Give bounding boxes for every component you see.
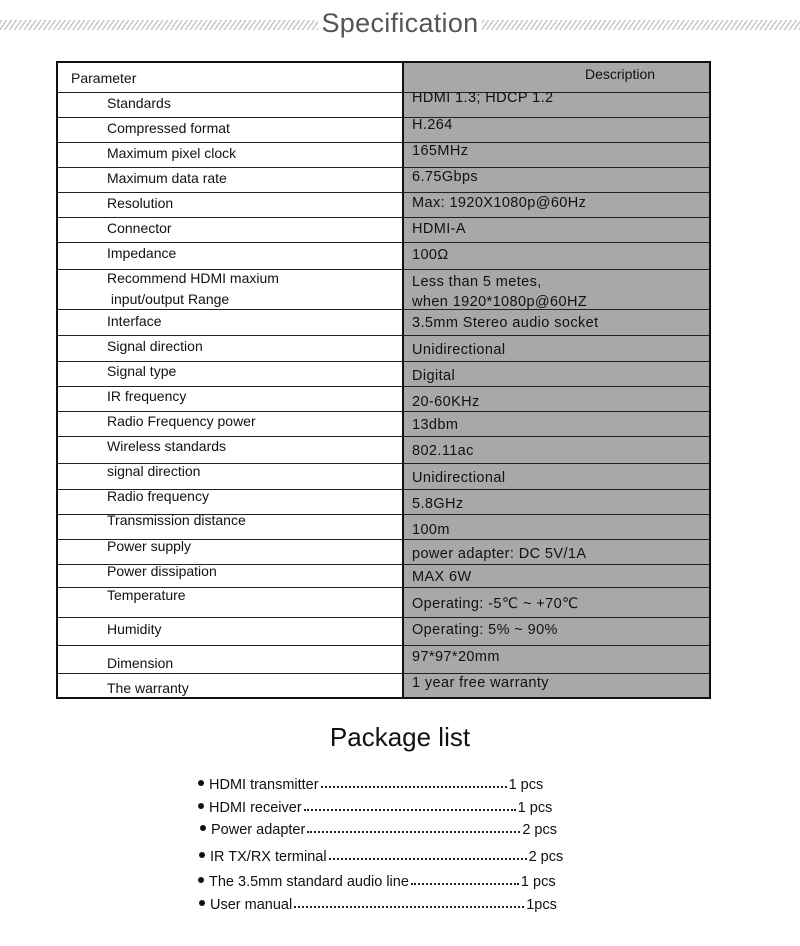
dot-leader: [304, 807, 516, 811]
package-item: [199, 849, 563, 865]
header-hatch-right: [482, 20, 800, 30]
package-item-qty: 1 pcs: [517, 800, 553, 816]
param-cell: Signal direction: [107, 338, 203, 354]
param-cell: Transmission distance: [107, 512, 246, 528]
desc-cell: 6.75Gbps: [412, 169, 479, 185]
desc-cell: 165MHz: [412, 143, 469, 159]
row-divider: [58, 645, 709, 646]
desc-cell: Max: 1920X1080p@60Hz: [412, 195, 587, 211]
param-cell: Compressed format: [107, 120, 230, 136]
header-parameter: Parameter: [71, 70, 137, 86]
page-title: Specification: [321, 8, 479, 38]
desc-cell: Less than 5 metes,: [412, 274, 542, 290]
package-item-qty: 2 pcs: [522, 822, 557, 838]
column-divider: [402, 63, 404, 697]
desc-cell: 100m: [412, 522, 450, 538]
param-cell: Recommend HDMI maxium: [107, 270, 279, 286]
desc-cell: 3.5mm Stereo audio socket: [412, 315, 599, 331]
dot-leader: [294, 904, 524, 908]
desc-cell: 97*97*20mm: [412, 649, 500, 665]
param-cell: Power dissipation: [107, 563, 217, 579]
param-cell-line2: input/output Range: [107, 291, 230, 307]
param-cell: Resolution: [107, 195, 174, 211]
header-hatch-left: [0, 20, 318, 30]
param-cell: Wireless standards: [107, 438, 227, 454]
package-item-name: The 3.5mm standard audio line: [209, 874, 409, 890]
param-cell: The warranty: [107, 680, 189, 696]
package-item-name: IR TX/RX terminal: [210, 849, 327, 865]
param-cell: Humidity: [107, 621, 162, 637]
param-cell: Interface: [107, 313, 162, 329]
param-cell: signal direction: [107, 463, 201, 479]
desc-cell: 20-60KHz: [412, 394, 480, 410]
param-cell: Standards: [107, 95, 171, 111]
param-cell: Impedance: [107, 245, 177, 261]
dot-leader: [307, 829, 520, 833]
desc-cell: 5.8GHz: [412, 496, 464, 512]
bullet-icon: [199, 852, 205, 858]
package-item-name: HDMI transmitter: [209, 777, 319, 793]
dot-leader: [321, 784, 507, 788]
package-item-qty: 1pcs: [526, 897, 557, 913]
package-item-qty: 1 pcs: [520, 874, 556, 890]
bullet-icon: [199, 900, 205, 906]
spec-table: [56, 61, 711, 699]
param-cell: Radio Frequency power: [107, 413, 256, 429]
param-cell: Maximum data rate: [107, 170, 227, 186]
package-item-name: Power adapter: [211, 822, 306, 838]
package-item: [199, 897, 557, 913]
param-cell: Radio frequency: [107, 488, 209, 504]
package-item: [198, 800, 552, 816]
desc-cell: MAX 6W: [412, 569, 472, 585]
param-cell: Maximum pixel clock: [107, 145, 237, 161]
package-item: [200, 822, 557, 838]
desc-cell: 100Ω: [412, 247, 449, 263]
desc-cell: Unidirectional: [412, 470, 506, 486]
desc-cell: Unidirectional: [412, 342, 506, 358]
dot-leader: [329, 856, 527, 860]
desc-cell: HDMI-A: [412, 221, 466, 237]
desc-cell: 13dbm: [412, 417, 459, 433]
param-cell: Signal type: [107, 363, 177, 379]
dot-leader: [411, 881, 519, 885]
desc-cell: H.264: [412, 117, 453, 133]
param-cell: IR frequency: [107, 388, 187, 404]
desc-cell-line2: when 1920*1080p@60HZ: [412, 294, 588, 310]
desc-cell: HDMI 1.3; HDCP 1.2: [412, 90, 554, 106]
package-list-title: Package list: [329, 722, 471, 752]
desc-cell: Digital: [412, 368, 456, 384]
desc-cell: Operating: 5% ~ 90%: [412, 622, 558, 638]
package-item-qty: 2 pcs: [528, 849, 564, 865]
desc-cell: 1 year free warranty: [412, 675, 549, 691]
package-item-qty: 1 pcs: [508, 777, 544, 793]
desc-cell: power adapter: DC 5V/1A: [412, 546, 587, 562]
bullet-icon: [198, 780, 204, 786]
bullet-icon: [200, 825, 206, 831]
bullet-icon: [198, 803, 204, 809]
param-cell: Temperature: [107, 587, 186, 603]
param-cell: Dimension: [107, 655, 174, 671]
bullet-icon: [198, 877, 204, 883]
desc-cell: Operating: -5℃ ~ +70℃: [412, 596, 579, 612]
package-item-name: User manual: [210, 897, 293, 913]
param-cell: Connector: [107, 220, 172, 236]
section-header: [0, 8, 800, 44]
row-divider: [58, 617, 709, 618]
package-item-name: HDMI receiver: [209, 800, 302, 816]
package-item: [198, 874, 556, 890]
param-cell: Power supply: [107, 538, 192, 554]
package-item: [198, 777, 543, 793]
desc-cell: 802.11ac: [412, 443, 474, 459]
header-description: Description: [585, 66, 656, 82]
